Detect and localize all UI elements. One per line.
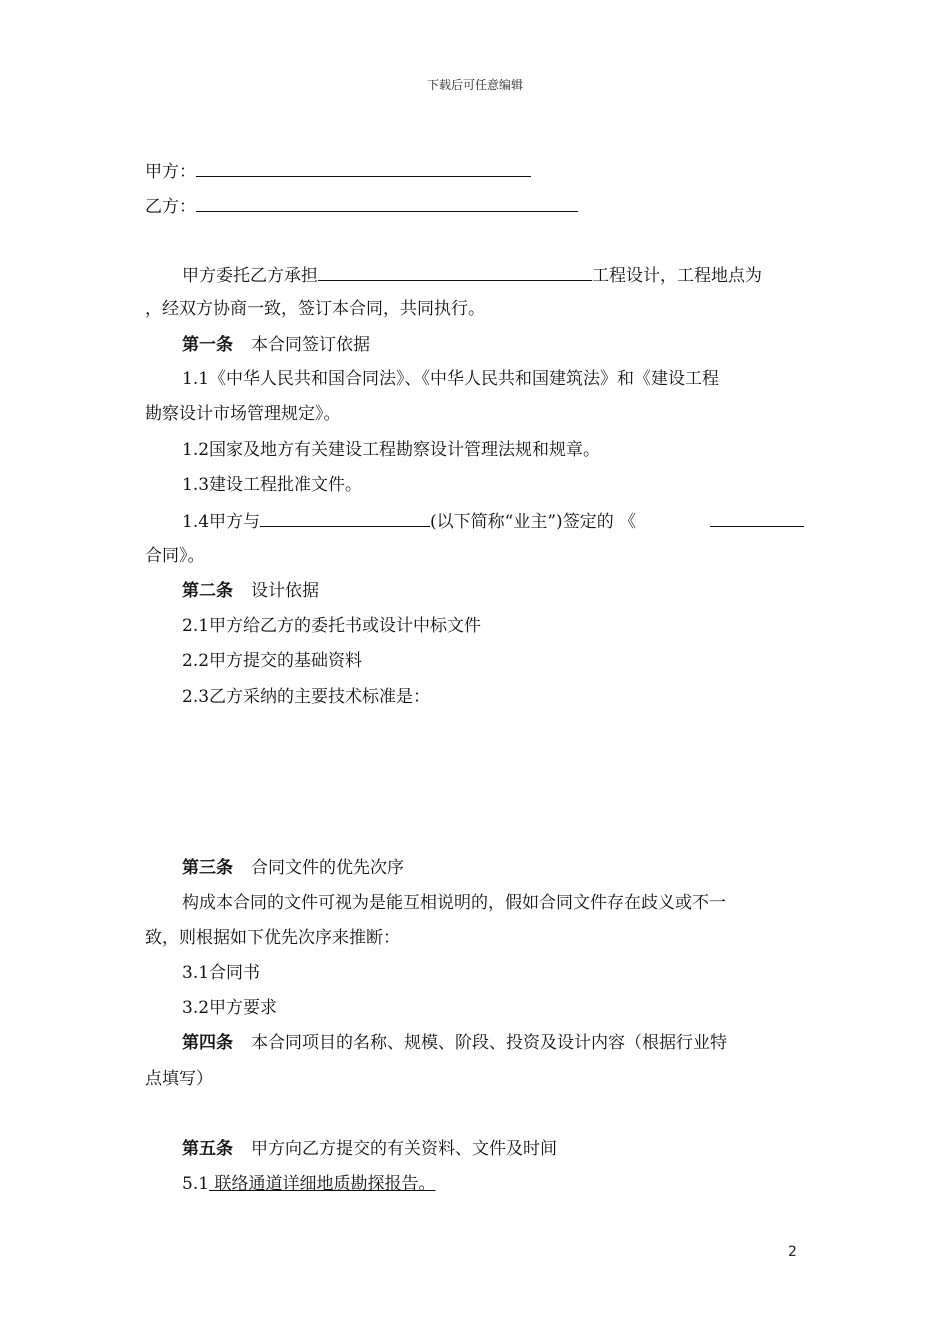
article-1-heading (182, 333, 370, 357)
clause-5-1-number: 5.1 (182, 1174, 210, 1194)
party-a-blank (196, 158, 531, 177)
page-header: 下载后可任意编辑 (426, 78, 523, 92)
clause-1-1-line-b: 勘察设计市场管理规定》。 (145, 404, 341, 424)
article-4-heading-cont: 点填写） (145, 1069, 213, 1089)
article-2-title: 第二条 (182, 581, 233, 601)
clause-1-4-text-a: 1.4甲方与 (182, 512, 261, 532)
article-3-heading (182, 856, 404, 880)
clause-2-1: 2.1甲方给乙方的委托书或设计中标文件 (182, 616, 482, 636)
article-5-title: 第五条 (182, 1139, 233, 1159)
clause-5-1-text: 联络通道详细地质勘探报告。 (209, 1174, 436, 1194)
clause-2-2: 2.2甲方提交的基础资料 (182, 651, 363, 671)
article-4-heading (182, 1031, 727, 1055)
intro-text-a: 甲方委托乙方承担 (182, 266, 318, 286)
clause-1-3: 1.3建设工程批准文件。 (182, 475, 363, 495)
article-1-heading-text: 本合同签订依据 (251, 335, 370, 355)
intro-line-2: ，经双方协商一致，签订本合同，共同执行。 (145, 299, 485, 319)
party-a-label: 甲方： (145, 162, 196, 182)
project-name-blank (318, 262, 592, 281)
article-4-heading-text: 本合同项目的名称、规模、阶段、投资及设计内容（根据行业特 (251, 1033, 727, 1053)
page-number: 2 (788, 1244, 797, 1260)
article-3-para-line-a: 构成本合同的文件可视为是能互相说明的，假如合同文件存在歧义或不一 (182, 893, 726, 913)
clause-1-4-line-b: 合同》。 (145, 546, 205, 566)
clause-3-2: 3.2甲方要求 (182, 998, 278, 1018)
article-2-heading (182, 579, 319, 603)
article-1-title: 第一条 (182, 335, 233, 355)
clause-1-4-blank-1 (260, 508, 430, 527)
intro-text-b: 工程设计，工程地点为 (592, 266, 762, 286)
clause-2-3: 2.3乙方采纳的主要技术标准是： (182, 687, 431, 707)
article-3-heading-text: 合同文件的优先次序 (251, 858, 404, 878)
party-b-label: 乙方： (145, 197, 196, 217)
party-b-line (145, 193, 578, 219)
clause-1-4-text-b: (以下简称“业主”)签定的 《 (430, 512, 637, 532)
article-4-title: 第四条 (182, 1033, 233, 1053)
clause-5-1 (182, 1172, 435, 1196)
clause-1-4-line-a (182, 508, 636, 534)
party-a-line (145, 158, 531, 184)
clause-1-4-blank-2 (710, 508, 804, 527)
article-5-heading-text: 甲方向乙方提交的有关资料、文件及时间 (251, 1139, 557, 1159)
article-3-title: 第三条 (182, 858, 233, 878)
article-3-para-line-b: 致，则根据如下优先次序来推断： (145, 928, 400, 948)
clause-1-2: 1.2国家及地方有关建设工程勘察设计管理法规和规章。 (182, 440, 601, 460)
intro-line-1 (182, 262, 762, 288)
clause-1-4-blank-2-wrap (710, 508, 804, 534)
article-2-heading-text: 设计依据 (251, 581, 319, 601)
party-b-blank (196, 193, 578, 212)
article-5-heading (182, 1137, 557, 1161)
clause-3-1: 3.1合同书 (182, 963, 261, 983)
clause-1-1-line-a: 1.1《中华人民共和国合同法》、《中华人民共和国建筑法》和《建设工程 (182, 369, 720, 389)
